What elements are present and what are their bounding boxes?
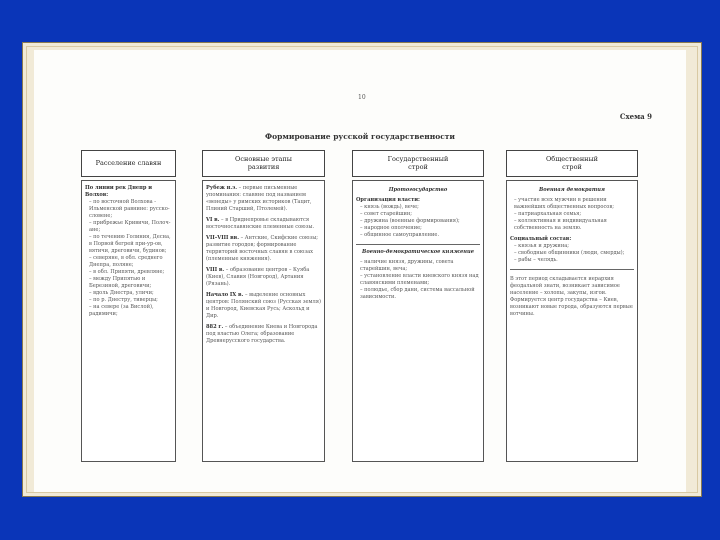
column-lead: Организация власти:	[356, 197, 420, 204]
list-item: – наличие князя, дружины, совета старейшин, веча;	[360, 259, 454, 273]
stage-date: VI в.	[206, 217, 220, 224]
stage-entry	[206, 267, 321, 288]
stage-text: – объединение Киева и Новгорода под властью Олега; образование Древнерусского государства.	[206, 324, 318, 345]
stage-text: – образование центров – Куяба (Киев), Славия (Новгород), Артания (Рязань).	[206, 267, 310, 288]
stage-text: – в Приднепровье складываются восточнославянские племенные союзы.	[206, 217, 315, 231]
column-body-settlement	[81, 180, 176, 462]
column-note: В этот период складывается иерархия феодальной знати, возникает зависимое население – холопы, закупы, изгои. Формируется центр государства – Киев, возникают новые города, образуются первые вотчины.	[510, 276, 633, 318]
list-item: – коллективная и индивидуальная собственность на землю.	[514, 218, 607, 232]
list-item: – свободные общинники (люди, смерды);	[514, 250, 625, 257]
list-item: – между Припятью и Березиной, дреговичи;	[89, 276, 152, 290]
column-lead: Социальный состав:	[510, 236, 572, 243]
column-header-label: Основные этапы развития	[235, 155, 292, 171]
column-header-stages	[202, 150, 325, 177]
column-header-social-system	[506, 150, 638, 177]
list-item: – на севере (за Вислой), радимичи;	[89, 304, 154, 318]
column-header-label: Расселение славян	[95, 158, 162, 167]
stage-text: – выделение основных центров: Полянский союз (Русская земля) и Новгород, Киевская Русь; Аскольд и Дир.	[206, 292, 321, 320]
list-item: – князь (вождь), вече;	[360, 204, 419, 211]
list-item: – рабы – челядь.	[514, 257, 558, 264]
list-item: – по течению Голиния, Десна, в Порвой бегрей при-ур-ов, вятичи, дреговичи, будинов;	[89, 234, 171, 255]
section-subhead: Протогосударство	[388, 187, 448, 193]
column-body-stages	[202, 180, 325, 462]
list-item: – народное ополчение;	[360, 225, 422, 232]
list-item: – в обл. Припяти, древляне;	[89, 269, 165, 276]
page-number: 10	[358, 94, 366, 101]
list-item: – по р. Днестру, тиверцы;	[89, 297, 158, 304]
scheme-label: Схема 9	[619, 112, 652, 121]
stage-date: 882 г.	[206, 324, 224, 331]
stage-text: – первые письменные упоминания: славяне под названием «венеды» у римских историков (Тацит, Плиний Старший, Птолемей).	[206, 185, 312, 213]
stage-entry	[206, 217, 321, 231]
list-item: – установление власти киевского князя над славянскими племенами;	[360, 273, 479, 287]
list-item: – князья и дружина;	[514, 243, 569, 250]
stage-entry	[206, 292, 321, 320]
stage-date: VIII в.	[206, 267, 225, 274]
list-item: – прибрежье Кривичи, Полоч-ане;	[89, 220, 171, 234]
stage-date: Начало IX в.	[206, 292, 244, 299]
list-item: – по восточнoй Волхова - Ильменской равнине: русско-словене;	[89, 199, 170, 220]
column-body-social-system	[506, 180, 638, 462]
column-header-settlement	[81, 150, 176, 177]
list-item: – полюдье, сбор дани, система вассальной зависимости.	[360, 287, 475, 301]
list-item: – патриархальная семья;	[514, 211, 582, 218]
stage-date: VII–VIII вв.	[206, 235, 239, 242]
column-header-label: Государственный строй	[387, 155, 449, 171]
section-subhead: Военная демократия	[539, 187, 605, 193]
list-item: – северяне, в обл. среднего Днепра, поляне;	[89, 255, 163, 269]
stage-entry	[206, 185, 321, 213]
scanned-page	[34, 50, 686, 492]
list-item: – дружина (военные формирования);	[360, 218, 460, 225]
column-header-label: Общественный строй	[545, 155, 599, 171]
stage-entry	[206, 324, 321, 345]
stage-date: Рубеж н.э.	[206, 185, 238, 191]
stage-text: – Антские, Скифские союзы; развитие городов; формирование территорий восточных славян в союзах (племенные княжения).	[206, 235, 318, 263]
list-item: – общинное самоуправление.	[360, 232, 440, 239]
column-header-state-system	[352, 150, 484, 177]
column-lead: По линии рек Днепр и Волхов:	[85, 185, 153, 199]
list-item: – вдоль Днестра, уличи;	[89, 290, 154, 297]
section-divider	[510, 269, 634, 270]
section-subhead: Военно-демократическое княжение	[362, 249, 474, 256]
list-item: – совет старейшин;	[360, 211, 413, 218]
document-title: Формирование русской государственности	[265, 132, 455, 141]
list-item: – участие всех мужчин в решении важнейших общественных вопросов;	[514, 197, 614, 211]
column-body-state-system	[352, 180, 484, 462]
stage-entry	[206, 235, 321, 263]
section-divider	[356, 244, 480, 245]
